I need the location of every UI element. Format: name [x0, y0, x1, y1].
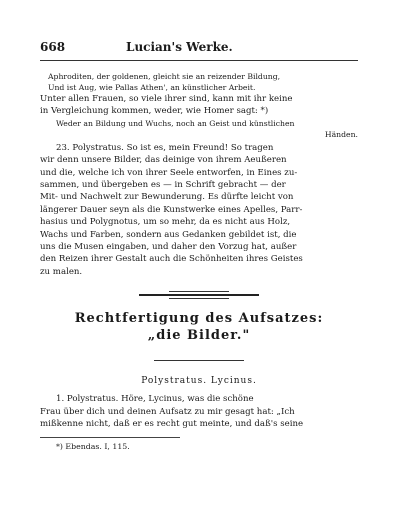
- text-line: in Vergleichung kommen, weder, wie Homer sagt: *): [40, 106, 269, 117]
- ornament-rule: [139, 294, 259, 296]
- text-line: uns die Musen eingaben, und daher den Vorzug hat, außer: [40, 242, 297, 253]
- text-line: den Reizen ihrer Gestalt auch die Schönheiten ihres Geistes: [40, 254, 303, 265]
- text-line: und die, welche ich von ihrer Seele entworfen, in Eines zu-: [40, 167, 298, 178]
- text-line: sammen, und übergeben es — in Schrift gebracht — der: [40, 180, 286, 191]
- text-line: Wachs und Farben, sondern aus Gedanken gebildet ist, die: [40, 229, 297, 240]
- section-subtitle: „die Bilder.": [147, 328, 251, 344]
- section-divider: [40, 294, 358, 296]
- text-line: Mit- und Nachwelt zur Bewunderung. Es dürfte leicht von: [40, 192, 294, 203]
- top-quote: [40, 71, 358, 93]
- text-line: 1. Polystratus. Höre, Lycinus, was die schöne: [56, 394, 254, 405]
- intro-text: [40, 93, 358, 118]
- page-header: [40, 40, 358, 60]
- quote-line: Weder an Bildung und Wuchs, noch an Geist und künstlichen: [56, 118, 295, 128]
- homer-quote: [40, 118, 358, 140]
- footnote-rule: [40, 437, 180, 438]
- text-line: mißkenne nicht, daß er es recht gut meinte, und daß's seine: [40, 419, 304, 430]
- text-line: längerer Dauer seyn als die Kunstwerke eines Apelles, Parr-: [40, 204, 303, 215]
- quote-line: Händen.: [324, 129, 358, 139]
- section-rule: [154, 360, 244, 361]
- quote-line: Aphroditen, der goldenen, gleicht sie an reizender Bildung,: [48, 72, 281, 81]
- text-line: Frau über dich und deinen Aufsatz zu mir gesagt hat: „Ich: [40, 406, 295, 417]
- header-rule: [40, 60, 358, 61]
- section-title: Rechtfertigung des Aufsatzes:: [74, 311, 324, 327]
- paragraph-1: [40, 393, 358, 430]
- text-line: wir denn unsere Bilder, das deinige von ihrem Aeußeren: [40, 155, 287, 166]
- text-line: zu malen.: [40, 266, 83, 277]
- quote-line: Und ist Aug, wie Pallas Athen', an künstlicher Arbeit.: [48, 83, 256, 92]
- text-line: Unter allen Frauen, so viele ihrer sind, kann mit ihr keine: [40, 94, 293, 104]
- text-line: hasius und Polygnotus, um so mehr, da es nicht aus Holz,: [40, 217, 291, 228]
- running-title: Lucian's Werke.: [126, 40, 233, 54]
- page-number: 668: [40, 40, 66, 54]
- paragraph-23: [40, 142, 358, 278]
- text-line: 23. Polystratus. So ist es, mein Freund! So tragen: [56, 142, 274, 153]
- speakers-line: Polystratus. Lycinus.: [141, 376, 257, 387]
- footnote: *) Ebendas. I, 115.: [56, 441, 130, 451]
